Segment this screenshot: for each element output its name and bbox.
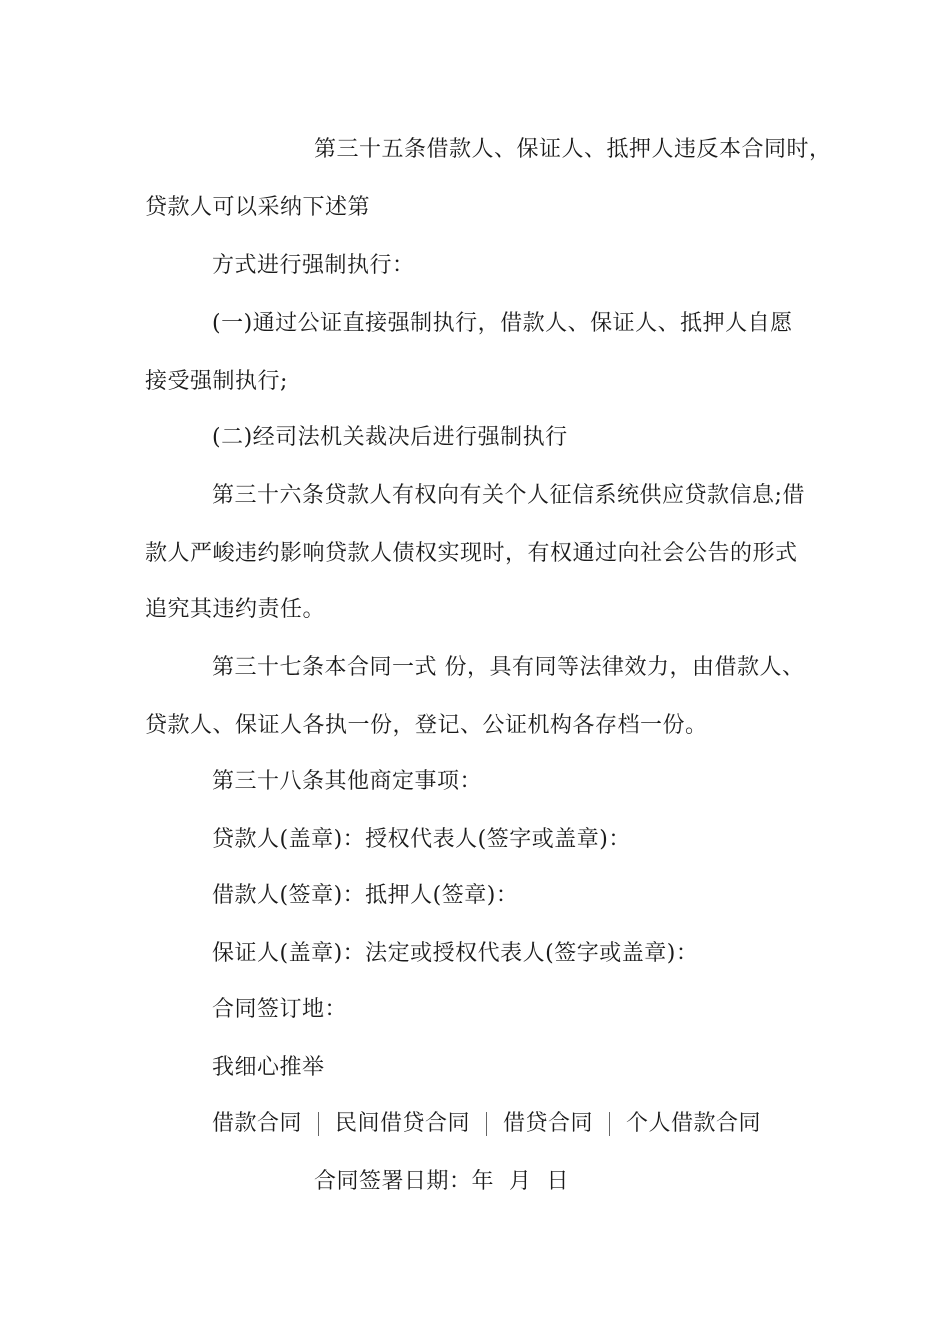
link-divider	[486, 1112, 487, 1136]
paragraph-line: (二)经司法机关裁决后进行强制执行	[212, 425, 568, 450]
paragraph-line: (一)通过公证直接强制执行，借款人、保证人、抵押人自愿	[212, 311, 793, 336]
paragraph-line: 贷款人可以采纳下述第	[145, 195, 371, 220]
related-link-personal-loan-contract[interactable]: 个人借款合同	[626, 1111, 762, 1136]
paragraph-line: 第三十五条借款人、保证人、抵押人违反本合同时，	[314, 137, 832, 162]
signature-field-lender: 贷款人(盖章)：授权代表人(签字或盖章)：	[212, 827, 631, 852]
recommend-heading: 我细心推举	[212, 1055, 325, 1080]
related-links	[212, 1109, 761, 1139]
paragraph-line: 贷款人、保证人各执一份，登记、公证机构各存档一份。	[145, 713, 708, 738]
paragraph-line: 款人严峻违约影响贷款人债权实现时，有权通过向社会公告的形式	[145, 541, 798, 566]
related-link-loan-contract[interactable]: 借款合同	[212, 1111, 303, 1136]
signing-place: 合同签订地：	[212, 997, 348, 1022]
related-link-private-lending-contract[interactable]: 民间借贷合同	[335, 1111, 471, 1136]
paragraph-line: 方式进行强制执行：	[212, 253, 415, 278]
paragraph-line: 追究其违约责任。	[145, 597, 326, 622]
related-link-lending-contract[interactable]: 借贷合同	[503, 1111, 594, 1136]
signature-field-borrower: 借款人(签章)：抵押人(签章)：	[212, 883, 519, 908]
paragraph-line: 第三十八条其他商定事项：	[212, 769, 483, 794]
link-divider	[609, 1112, 610, 1136]
paragraph-line: 第三十六条贷款人有权向有关个人征信系统供应贷款信息;借	[212, 483, 805, 508]
sign-date: 合同签署日期：年 月 日	[314, 1169, 569, 1194]
paragraph-line: 接受强制执行;	[145, 369, 288, 394]
link-divider	[318, 1112, 319, 1136]
signature-field-guarantor: 保证人(盖章)：法定或授权代表人(签字或盖章)：	[212, 941, 699, 966]
paragraph-line: 第三十七条本合同一式 份，具有同等法律效力，由借款人、	[212, 655, 805, 680]
